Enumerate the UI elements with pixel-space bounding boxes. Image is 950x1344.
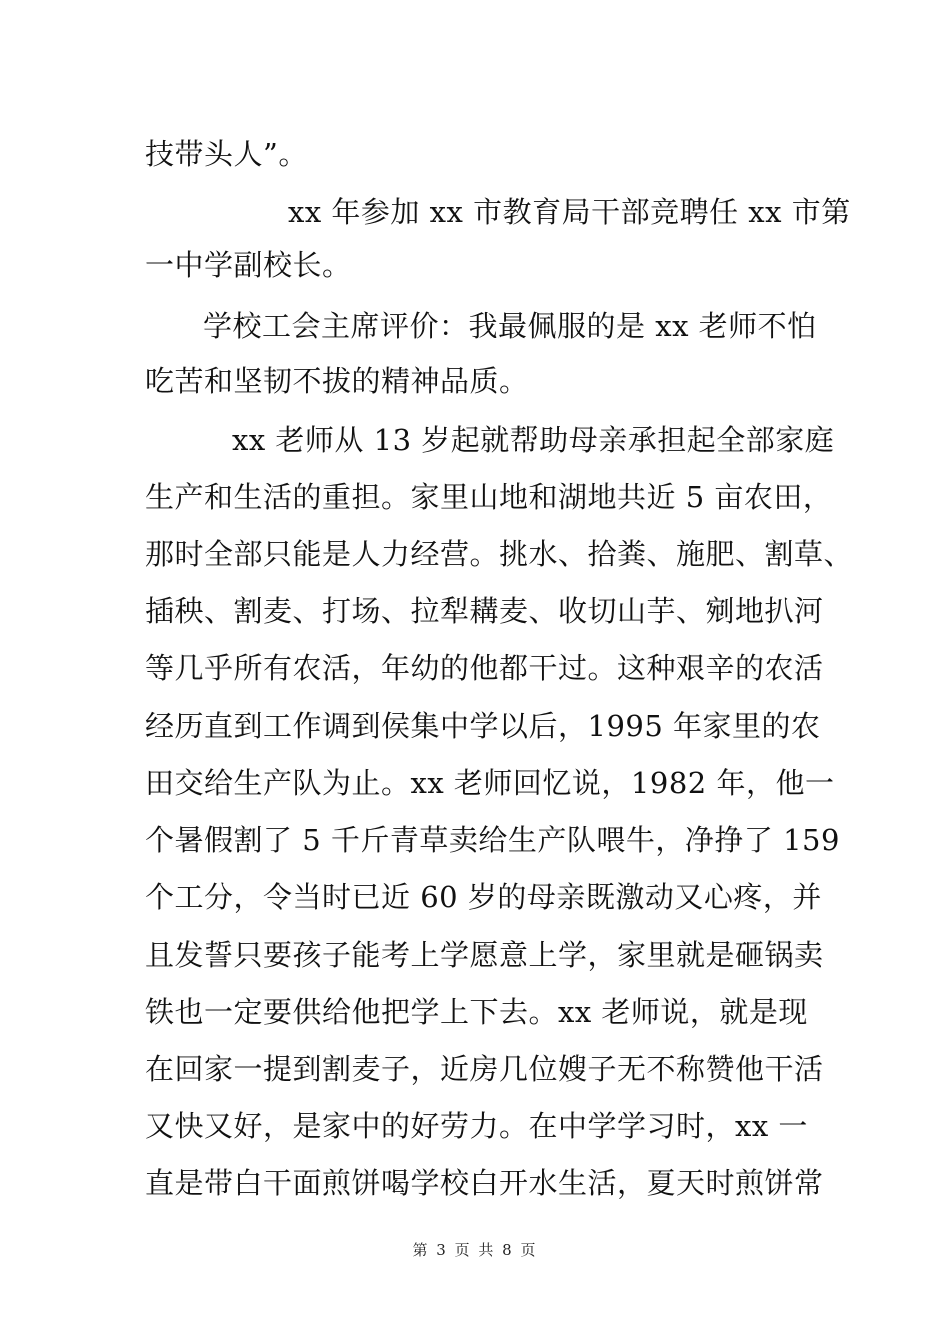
text-line: 学校工会主席评价：我最佩服的是 xx 老师不怕 bbox=[203, 309, 817, 343]
page-number-footer: 第 3 页 共 8 页 bbox=[412, 1241, 538, 1259]
text-line: 经历直到工作调到侯集中学以后，1995 年家里的农 bbox=[145, 709, 821, 743]
text-line: 个暑假割了 5 千斤青草卖给生产队喂牛，净挣了 159 bbox=[145, 823, 840, 857]
text-line: 等几乎所有农活，年幼的他都干过。这种艰辛的农活 bbox=[145, 651, 824, 685]
text-line: 一中学副校长。 bbox=[145, 248, 352, 282]
text-line: 直是带白干面煎饼喝学校白开水生活，夏天时煎饼常 bbox=[145, 1166, 824, 1200]
text-line: 田交给生产队为止。xx 老师回忆说，1982 年，他一 bbox=[145, 766, 835, 800]
text-line: 技带头人”。 bbox=[145, 137, 308, 171]
text-line: 个工分，令当时已近 60 岁的母亲既激动又心疼，并 bbox=[145, 880, 822, 914]
text-line: 铁也一定要供给他把学上下去。xx 老师说，就是现 bbox=[145, 995, 808, 1029]
text-line: xx 老师从 13 岁起就帮助母亲承担起全部家庭 bbox=[232, 423, 835, 457]
text-line: 又快又好，是家中的好劳力。在中学学习时，xx 一 bbox=[145, 1109, 808, 1143]
text-line: 且发誓只要孩子能考上学愿意上学，家里就是砸锅卖 bbox=[145, 938, 824, 972]
text-line: 插秧、割麦、打场、拉犁耩麦、收切山芋、剜地扒河 bbox=[145, 594, 824, 628]
text-line: 吃苦和坚韧不拔的精神品质。 bbox=[145, 364, 529, 398]
text-line: 那时全部只能是人力经营。挑水、拾粪、施肥、割草、 bbox=[145, 537, 854, 571]
text-line: 生产和生活的重担。家里山地和湖地共近 5 亩农田， bbox=[145, 480, 833, 514]
text-line: xx 年参加 xx 市教育局干部竞聘任 xx 市第 bbox=[288, 195, 851, 229]
text-line: 在回家一提到割麦子，近房几位嫂子无不称赞他干活 bbox=[145, 1052, 824, 1086]
